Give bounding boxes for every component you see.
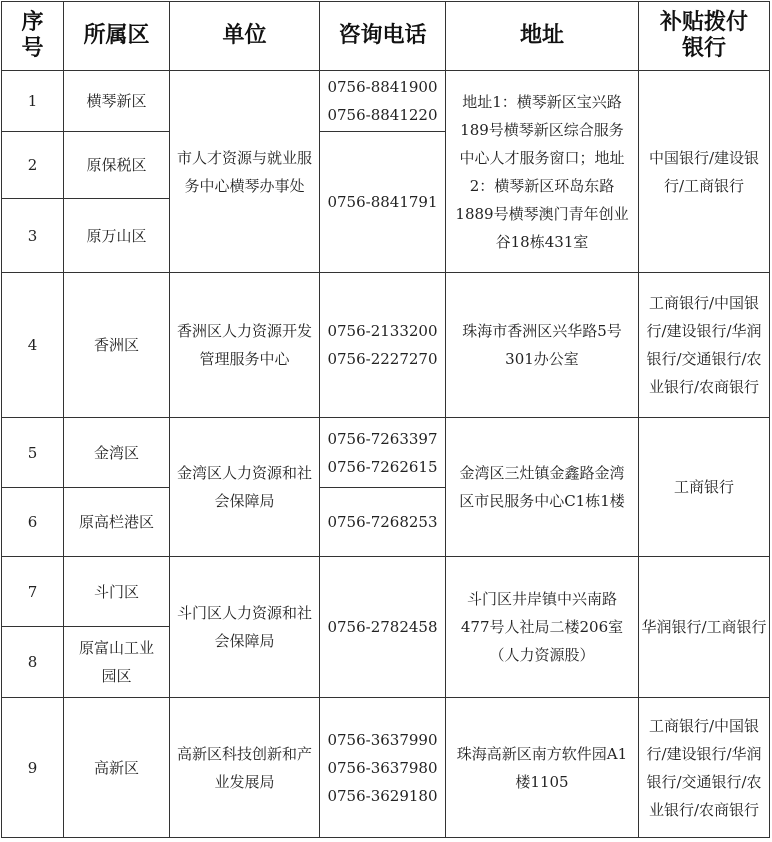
bank-cell: 工商银行/中国银行/建设银行/华润银行/交通银行/农业银行/农商银行 [639,698,770,838]
phone-cell: 0756-3637990 0756-3637980 0756-3629180 [320,698,446,838]
header-phone: 咨询电话 [320,2,446,71]
address-cell: 金湾区三灶镇金鑫路金湾区市民服务中心C1栋1楼 [446,418,639,557]
unit-cell: 香洲区人力资源开发管理服务中心 [170,273,320,418]
phone-cell: 0756-8841900 0756-8841220 [320,71,446,132]
district-cell: 金湾区 [64,418,170,488]
phone-cell: 0756-7268253 [320,488,446,557]
unit-cell: 高新区科技创新和产业发展局 [170,698,320,838]
seq-cell: 8 [2,627,64,698]
seq-cell: 4 [2,273,64,418]
seq-cell: 7 [2,557,64,627]
header-seq: 序 号 [2,2,64,71]
phone-cell: 0756-7263397 0756-7262615 [320,418,446,488]
district-cell: 原保税区 [64,132,170,199]
address-cell: 地址1：横琴新区宝兴路189号横琴新区综合服务中心人才服务窗口；地址2：横琴新区环岛东路1889号横琴澳门青年创业谷18栋431室 [446,71,639,273]
district-cell: 原高栏港区 [64,488,170,557]
table-row [2,418,770,488]
header-address: 地址 [446,2,639,71]
bank-cell: 华润银行/工商银行 [639,557,770,698]
bank-cell: 工商银行 [639,418,770,557]
unit-cell: 金湾区人力资源和社会保障局 [170,418,320,557]
seq-cell: 6 [2,488,64,557]
table-row [2,557,770,627]
seq-cell: 1 [2,71,64,132]
phone-cell: 0756-8841791 [320,132,446,273]
address-cell: 斗门区井岸镇中兴南路477号人社局二楼206室（人力资源股） [446,557,639,698]
phone-cell: 0756-2782458 [320,557,446,698]
phone-cell: 0756-2133200 0756-2227270 [320,273,446,418]
district-cell: 横琴新区 [64,71,170,132]
seq-cell: 2 [2,132,64,199]
table-row [2,273,770,418]
table-row [2,698,770,838]
district-cell: 斗门区 [64,557,170,627]
district-cell: 原富山工业 园区 [64,627,170,698]
subsidy-contact-table [1,1,770,838]
header-unit: 单位 [170,2,320,71]
seq-cell: 9 [2,698,64,838]
header-bank: 补贴拨付 银行 [639,2,770,71]
seq-cell: 5 [2,418,64,488]
table-row [2,71,770,132]
district-cell: 香洲区 [64,273,170,418]
district-cell: 高新区 [64,698,170,838]
unit-cell: 斗门区人力资源和社会保障局 [170,557,320,698]
unit-cell: 市人才资源与就业服务中心横琴办事处 [170,71,320,273]
seq-cell: 3 [2,199,64,273]
header-row [2,2,770,71]
bank-cell: 中国银行/建设银行/工商银行 [639,71,770,273]
bank-cell: 工商银行/中国银行/建设银行/华润银行/交通银行/农业银行/农商银行 [639,273,770,418]
header-district: 所属区 [64,2,170,71]
address-cell: 珠海市香洲区兴华路5号301办公室 [446,273,639,418]
address-cell: 珠海高新区南方软件园A1楼1105 [446,698,639,838]
district-cell: 原万山区 [64,199,170,273]
